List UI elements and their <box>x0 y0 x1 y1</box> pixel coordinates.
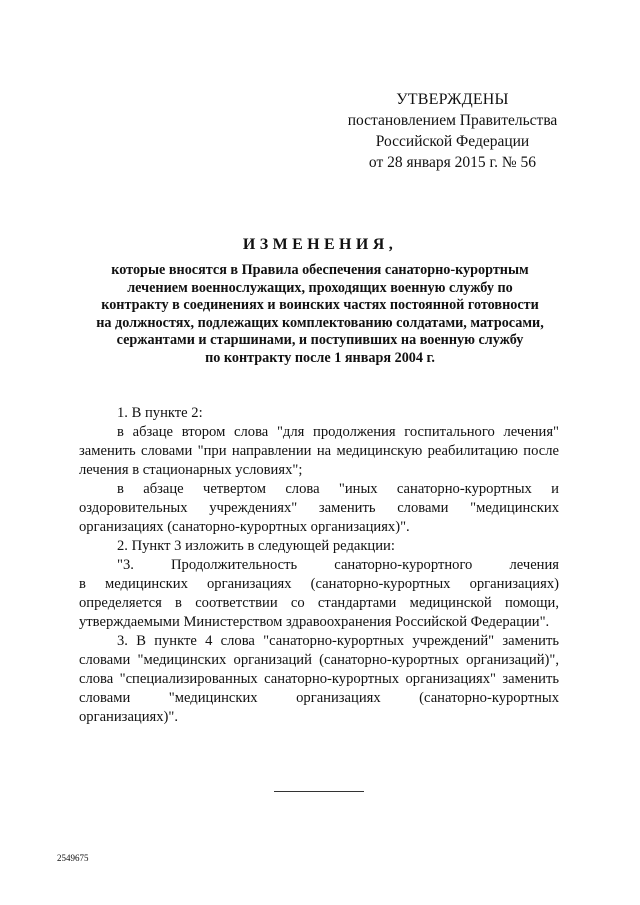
body-line: лечения в стационарных условиях"; <box>79 462 303 478</box>
separator-line <box>274 791 364 792</box>
body-line: определяется в соответствии со стандартами медицинской помощи, <box>79 595 559 611</box>
subtitle-line: на должностях, подлежащих комплектованию солдатами, матросами, <box>96 314 544 331</box>
subtitle-line: по контракту после 1 января 2004 г. <box>205 349 435 366</box>
approval-line-2: Российской Федерации <box>375 133 530 150</box>
body-line: 1. В пункте 2: <box>117 405 203 421</box>
body-line: в абзаце втором слова "для продолжения госпитального лечения" <box>117 424 559 440</box>
approval-line-1: постановлением Правительства <box>347 112 558 129</box>
approval-block <box>345 89 560 173</box>
approval-line-3: от 28 января 2015 г. № 56 <box>368 154 537 171</box>
document-body <box>79 404 559 727</box>
body-line: в медицинских организациях (санаторно-курортных организациях) <box>79 576 559 592</box>
subtitle-line: контракту в соединениях и воинских частях постоянной готовности <box>101 297 539 313</box>
approval-title: УТВЕРЖДЕНЫ <box>396 91 509 108</box>
body-line: организациях (санаторно-курортных организациях)". <box>79 519 410 535</box>
body-line: заменить словами "при направлении на медицинскую реабилитацию после <box>79 443 559 459</box>
body-line: 3. В пункте 4 слова "санаторно-курортных учреждений" заменить <box>117 633 559 649</box>
body-line: словами "медицинских организациях (санаторно-курортных <box>79 690 559 706</box>
document-subtitle <box>75 262 565 367</box>
body-line: словами "медицинских организаций (санаторно-курортных организаций)", <box>79 652 559 668</box>
document-code: 2549675 <box>57 853 89 863</box>
body-line: слова "специализированных санаторно-курортных организациях" заменить <box>79 671 559 687</box>
document-title: ИЗМЕНЕНИЯ, <box>242 236 398 253</box>
body-line: оздоровительных учреждениях" заменить словами "медицинских <box>79 500 559 516</box>
subtitle-line: лечением военнослужащих, проходящих военную службу по <box>127 279 513 296</box>
subtitle-line: которые вносятся в Правила обеспечения санаторно-курортным <box>111 262 529 278</box>
body-line: организациях)". <box>79 709 179 725</box>
body-line: 2. Пункт 3 изложить в следующей редакции: <box>117 538 395 554</box>
subtitle-line: сержантами и старшинами, и поступивших на военную службу <box>116 332 524 348</box>
body-line: в абзаце четвертом слова "иных санаторно-курортных и <box>117 481 559 497</box>
body-line: утверждаемыми Министерством здравоохранения Российской Федерации". <box>79 614 550 630</box>
body-line: "3. Продолжительность санаторно-курортного лечения <box>117 557 559 573</box>
